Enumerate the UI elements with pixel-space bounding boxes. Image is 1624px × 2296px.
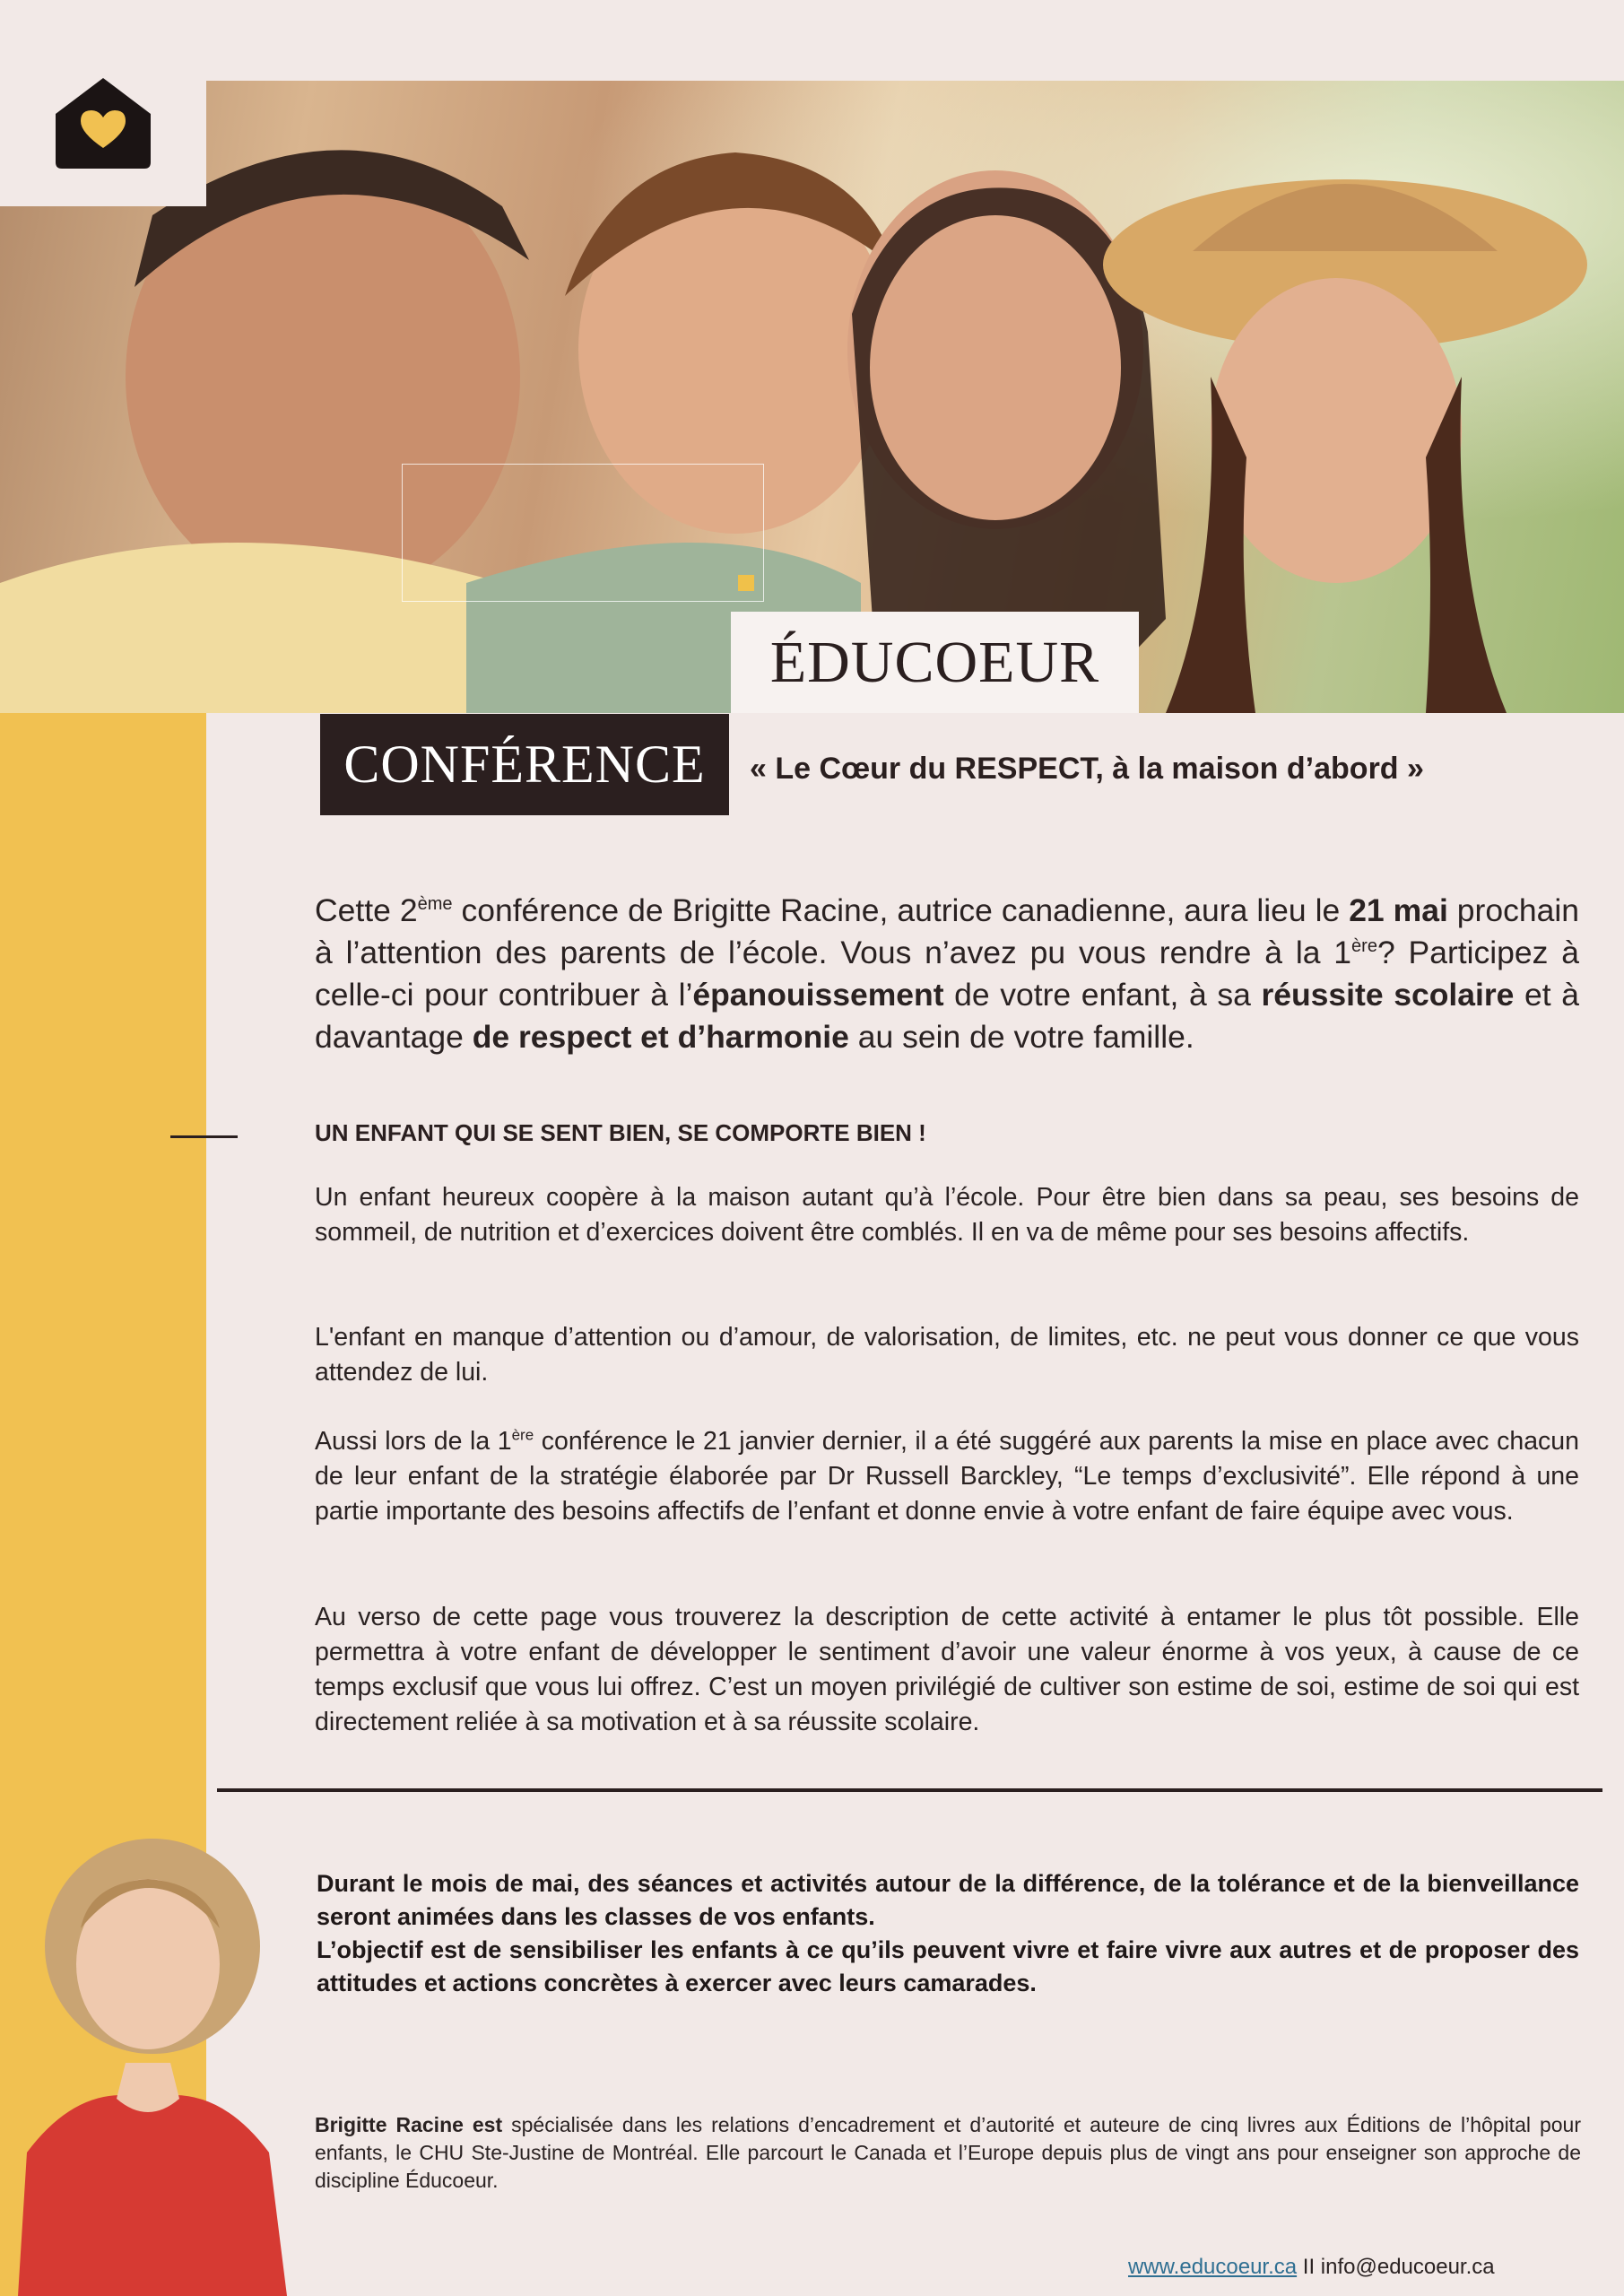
section-paragraph-3: [315, 1424, 1579, 1529]
intro-text: de votre enfant, à sa: [943, 977, 1262, 1013]
intro-text: Cette 2: [315, 892, 418, 928]
section-paragraph-2: L'enfant en manque d’attention ou d’amour, de valorisation, de limites, etc. ne peut vous donner ce que vous attendez de lui.: [315, 1323, 1579, 1387]
paragraph-text: conférence le 21 janvier dernier, il a été suggéré aux parents la mise en place avec chacun de leur enfant de la stratégie élaborée par Dr Russell Barckley, “Le temps d’exclusivité”. Elle répond à une partie importante des besoins affectifs de l’enfant et donne envie à votre enfant de faire équipe avec vous.: [315, 1427, 1579, 1526]
conference-label: CONFÉRENCE: [343, 735, 706, 794]
brand-name: ÉDUCOEUR: [769, 629, 1100, 695]
intro-superscript: ère: [1351, 936, 1377, 957]
author-name: Brigitte Racine est: [315, 2113, 503, 2136]
intro-date: 21 mai: [1349, 892, 1448, 928]
highlight-block: [317, 1867, 1579, 2000]
paragraph-text: Aussi lors de la 1: [315, 1427, 512, 1456]
author-bio-text: spécialisée dans les relations d’encadrement et d’autorité et auteure de cinq livres aux Éditions de l’hôpital pour enfants, le CHU Ste-Justine de Montréal. Elle parcourt le Canada et l’Europe depuis plus de vingt ans pour enseigner son approche de discipline Éducoeur.: [315, 2113, 1581, 2192]
brand-box: [731, 612, 1139, 713]
footer-separator: II: [1297, 2255, 1321, 2279]
intro-text: prochain à l’attention des parents de l’école. Vous n’avez pu vous rendre à la 1: [315, 892, 1579, 970]
house-heart-icon: [54, 76, 152, 170]
conference-label-box: [320, 714, 729, 815]
website-link[interactable]: www.educoeur.ca: [1128, 2255, 1298, 2279]
section-divider: [217, 1788, 1602, 1792]
intro-emphasis: réussite scolaire: [1261, 977, 1515, 1013]
section-dash: [170, 1135, 238, 1138]
highlight-line-1: Durant le mois de mai, des séances et activités autour de la différence, de la tolérance et de la bienveillance seront animées dans les classes de vos enfants.: [317, 1870, 1579, 1930]
footer-contact: [1128, 2255, 1495, 2280]
intro-text: ? Participez à celle-ci pour contribuer à l’: [315, 935, 1579, 1013]
intro-paragraph: [315, 890, 1579, 1058]
intro-text: conférence de Brigitte Racine, autrice canadienne, aura lieu le: [452, 892, 1350, 928]
author-bio: [315, 2111, 1581, 2195]
intro-emphasis: épanouissement: [692, 977, 944, 1013]
section-paragraph-4: Au verso de cette page vous trouverez la description de cette activité à entamer le plus tôt possible. Elle permettra à votre enfant de développer le sentiment d’avoir une valeur énorme à vos yeux, à cause de ce temps exclusif que vous lui offrez. C’est un moyen privilégié de cultiver son estime de soi, estime de soi qui est directement reliée à sa motivation et à sa réussite scolaire.: [315, 1603, 1579, 1736]
decorative-frame: [402, 464, 764, 602]
section-heading: UN ENFANT QUI SE SENT BIEN, SE COMPORTE BIEN !: [315, 1119, 926, 1146]
highlight-line-2: L’objectif est de sensibiliser les enfants à ce qu’ils peuvent vivre et faire vivre aux autres et de proposer des attitudes et actions concrètes à exercer avec leurs camarades.: [317, 1936, 1579, 1996]
section-paragraph-1: Un enfant heureux coopère à la maison autant qu’à l’école. Pour être bien dans sa peau, ses besoins de sommeil, de nutrition et d’exercices doivent être comblés. Il en va de même pour ses besoins affectifs.: [315, 1183, 1579, 1247]
intro-text: et à davantage: [315, 977, 1580, 1055]
conference-title: « Le Cœur du RESPECT, à la maison d’abord »: [750, 752, 1424, 786]
decorative-square: [738, 575, 754, 591]
paragraph-superscript: ère: [511, 1426, 534, 1444]
email-address[interactable]: info@educoeur.ca: [1320, 2255, 1495, 2279]
intro-text: au sein de votre famille.: [848, 1019, 1194, 1055]
intro-emphasis: de respect et d’harmonie: [472, 1019, 849, 1055]
intro-superscript: ème: [417, 894, 453, 915]
author-portrait: [0, 1830, 305, 2296]
